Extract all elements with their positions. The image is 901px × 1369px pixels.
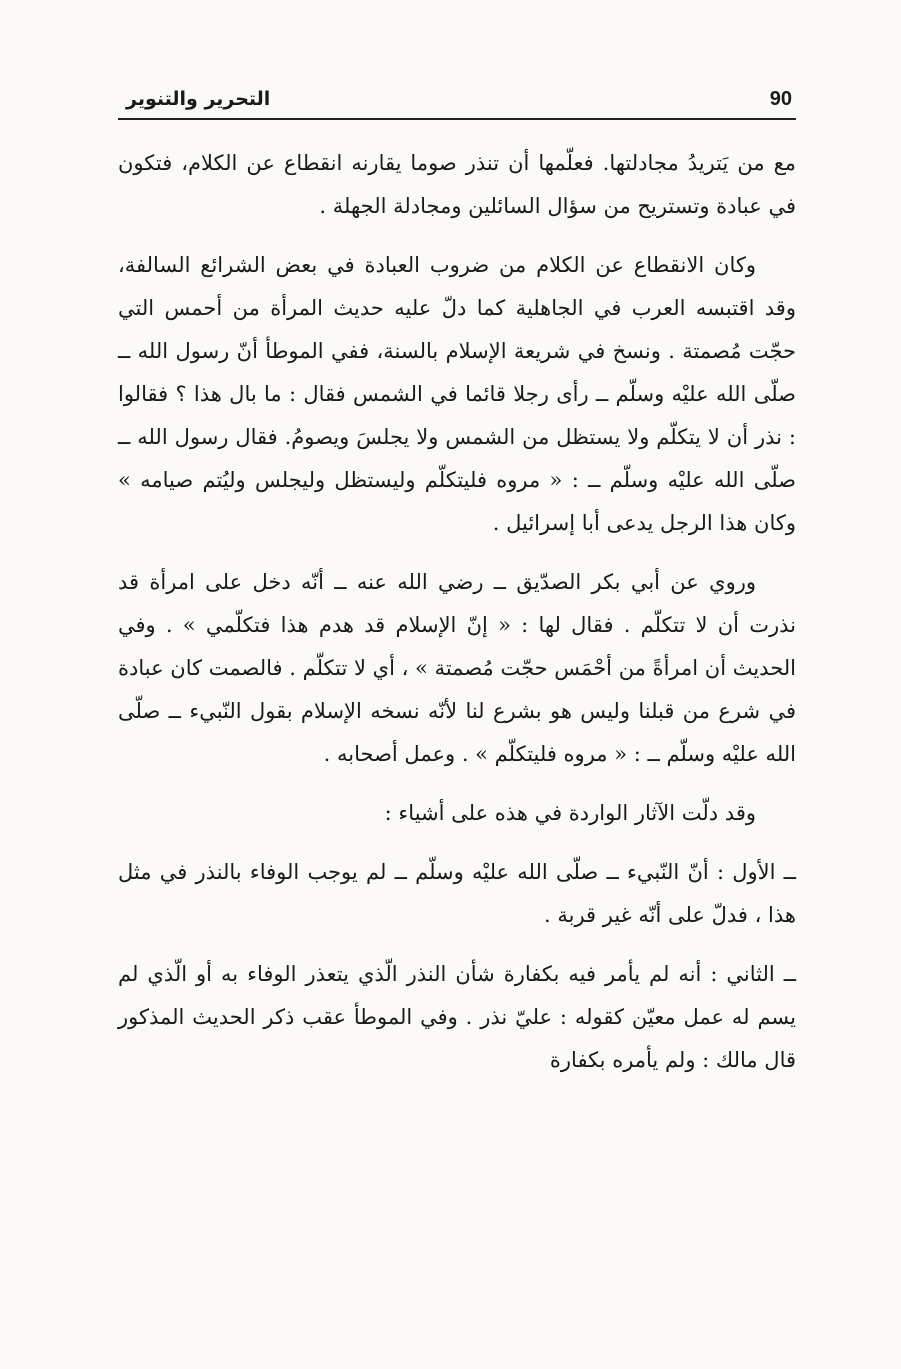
running-title: التحرير والتنوير — [126, 88, 271, 110]
list-item-first: ــ الأول : أنّ النّبيء ــ صلّى الله عليْه وسلّم ــ لم يوجب الوفاء بالنذر في مثل هذا ، فدلّ على أنّه غير قربة . — [118, 860, 796, 927]
page-number: 90 — [769, 88, 792, 110]
page-header — [118, 82, 796, 122]
paragraph-2: وكان الانقطاع عن الكلام من ضروب العبادة في بعض الشرائع السالفة، وقد اقتبسه العرب في الجاهلية كما دلّ عليه حديث المرأة من أحمس التي حجّت مُصمتة . ونسخ في شريعة الإسلام بالسنة، ففي الموطأ أنّ رسول الله ــ صلّى الله عليْه وسلّم ــ رأى رجلا قائما في الشمس فقال : ما بال هذا ؟ فقالوا : نذر أن لا يتكلّم ولا يستظل من الشمس ولا يجلسَ ويصومُ. فقال رسول الله ــ صلّى الله عليْه وسلّم ــ : « مروه فليتكلّم وليستظل وليجلس وليُتم صيامه » وكان هذا الرجل يدعى أبا إسرائيل . — [118, 253, 796, 535]
body-text — [118, 142, 796, 1082]
header-rule — [118, 118, 796, 120]
list-item-second: ــ الثاني : أنه لم يأمر فيه بكفارة شأن النذر الّذي يتعذر الوفاء به أو الّذي لم يسم له عمل معيّن كقوله : عليّ نذر . وفي الموطأ عقب ذكر الحديث المذكور قال مالك : ولم يأمره بكفارة — [118, 962, 796, 1072]
paragraph-4: وقد دلّت الآثار الواردة في هذه على أشياء : — [384, 801, 756, 825]
paragraph-3: وروي عن أبي بكر الصدّيق ــ رضي الله عنه ــ أنّه دخل على امرأة قد نذرت أن لا تتكلّم . فقال لها : « إنّ الإسلام قد هدم هذا فتكلّمي » . وفي الحديث أن امرأةً من أحْمَس حجّت مُصمتة » ، أي لا تتكلّم . فالصمت كان عبادة في شرع من قبلنا وليس هو بشرع لنا لأنّه نسخه الإسلام بقول النّبيء ــ صلّى الله عليْه وسلّم ــ : « مروه فليتكلّم » . وعمل أصحابه . — [118, 570, 796, 766]
paragraph-1: مع من يَتريدُ مجادلتها. فعلّمها أن تنذر صوما يقارنه انقطاع عن الكلام، فتكون في عبادة وتستريح من سؤال السائلين ومجادلة الجهلة . — [118, 151, 796, 218]
